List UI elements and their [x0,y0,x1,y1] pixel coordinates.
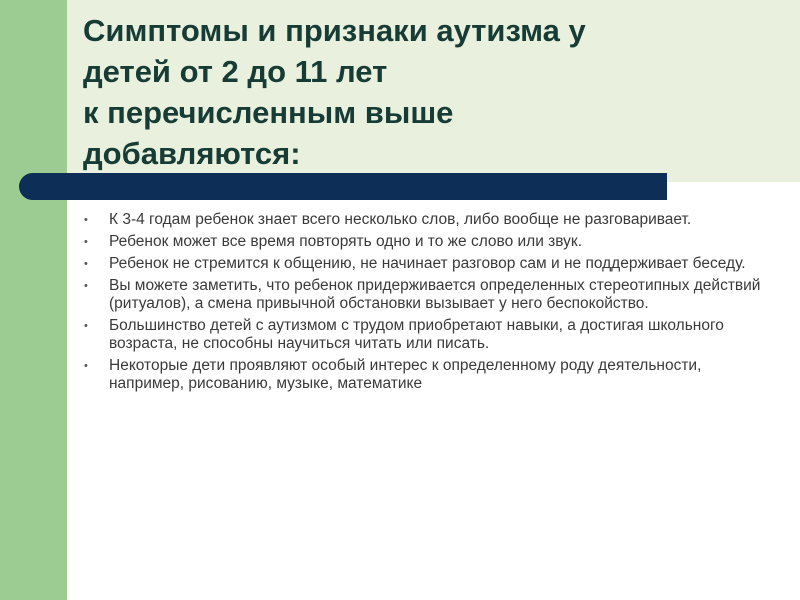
bullet-item [82,357,762,393]
bullet-item [82,277,762,313]
bullet-item [82,317,762,353]
bullet-text: К 3-4 годам ребенок знает всего несколько слов, либо вообще не разговаривает. [109,211,692,228]
bullet-text: Ребенок не стремится к общению, не начинает разговор сам и не поддерживает беседу. [109,255,746,272]
bullet-list [82,211,762,397]
bullet-item [82,211,762,229]
bullet-dot-icon: • [84,236,88,248]
bullet-dot-icon: • [84,320,88,332]
bullet-dot-icon: • [84,280,88,292]
slide-title [83,10,683,174]
title-line: добавляются: [83,136,301,171]
bullet-dot-icon: • [84,214,88,226]
bullet-dot-icon: • [84,360,88,372]
title-line: детей от 2 до 11 лет [83,54,388,89]
title-line: Симптомы и признаки аутизма у [83,13,586,48]
title-divider-bar [19,173,667,200]
title-line: к перечисленным выше [83,95,454,130]
bullet-dot-icon: • [84,258,88,270]
bullet-text: Ребенок может все время повторять одно и то же слово или звук. [109,233,583,250]
bullet-item [82,255,762,273]
left-green-stripe [0,0,67,600]
bullet-text: Некоторые дети проявляют особый интерес к определенному роду деятельности, например, рисованию, музыке, математике [109,357,702,392]
bullet-item [82,233,762,251]
bullet-text: Вы можете заметить, что ребенок придерживается определенных стереотипных действий (ритуалов), а смена привычной обстановки вызывает у него беспокойство. [109,277,761,312]
bullet-text: Большинство детей с аутизмом с трудом приобретают навыки, а достигая школьного возраста, не способны научиться читать или писать. [109,317,724,352]
